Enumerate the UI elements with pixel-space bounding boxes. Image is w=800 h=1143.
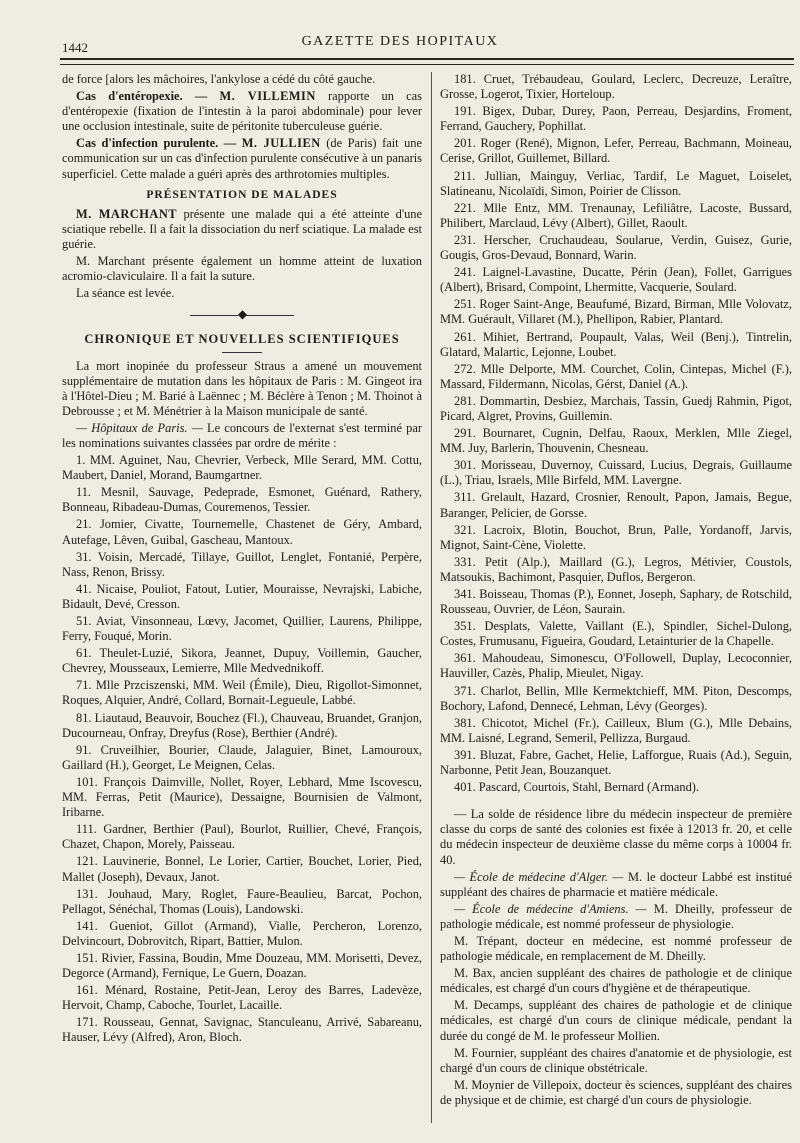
paragraph	[440, 870, 792, 900]
list-item: 151. Rivier, Fassina, Boudin, Mme Douzeau, MM. Morisetti, Devez, Degorce (Armand), Fernique, Le Guern, Doazan.	[62, 950, 422, 981]
list-item: 91. Cruveilhier, Bourier, Claude, Jalaguier, Binet, Lamouroux, Gaillard (H.), Georget, Le Meignen, Celas.	[62, 742, 422, 772]
list-item: 181. Cruet, Trébaudeau, Goulard, Leclerc, Decreuze, Leraître, Grosse, Logerot, Tixier, Horteloup.	[440, 72, 792, 102]
paragraph	[62, 207, 422, 252]
list-item: 341. Boisseau, Thomas (P.), Eonnet, Joseph, Saphary, de Rotschild, Rousseau, Ouvrier, de Léon, Saurain.	[440, 587, 792, 617]
list-item: 301. Morisseau, Duvernoy, Cuissard, Lucius, Degrais, Guillaume (L.), Triau, Israels, Mlle Birfeld, MM. Lavergne.	[440, 458, 792, 488]
list-item: 381. Chicotot, Michel (Fr.), Cailleux, Blum (G.), Mlle Debains, MM. Laisné, Legrand, Semeril, Pellizza, Burgaud.	[440, 715, 792, 745]
speaker-name: M. JULLIEN	[241, 136, 321, 151]
paragraph	[62, 421, 422, 451]
list-item: 61. Theulet-Luzié, Sikora, Jeannet, Dupuy, Voillemin, Gaucher, Chevrey, Mousseaux, Lemierre, Mlle Medvednikoff.	[62, 646, 422, 676]
paragraph	[62, 89, 422, 134]
list-item: 51. Aviat, Vinsonneau, Lœvy, Jacomet, Quillier, Laurens, Philippe, Ferry, Fouqué, Morin.	[62, 614, 422, 644]
section-heading: CHRONIQUE ET NOUVELLES SCIENTIFIQUES	[84, 332, 400, 347]
spacer	[440, 797, 792, 807]
paragraph: M. Marchant présente également un homme atteint de luxation acromio-claviculaire. Il a fait la suture.	[62, 254, 422, 284]
speaker-name: M. MARCHANT	[76, 206, 178, 221]
list-item: 21. Jomier, Civatte, Tournemelle, Chastenet de Géry, Ambard, Autefage, Lêven, Guibal, Gascheau, Mantoux.	[62, 517, 422, 547]
right-column	[440, 72, 792, 1123]
left-column	[62, 72, 422, 1123]
list-item: 131. Jouhaud, Mary, Roglet, Faure-Beaulieu, Barcat, Pochon, Pellagot, Sénéchal, Thomas (Louis), Landowski.	[62, 886, 422, 916]
paragraph: M. Decamps, suppléant des chaires de pathologie et de clinique médicales, est chargé d'un cours de clinique médicale, pendant la durée du congé de M. le professeur Mollien.	[440, 998, 792, 1043]
ornament-divider: ◆	[62, 307, 422, 322]
list-item: 71. Mlle Przciszenski, MM. Weil (Émile), Dieu, Rigollot-Simonnet, Roques, Alquier, André, Collard, Bornait-Legueule, Labbé.	[62, 678, 422, 708]
list-item: 331. Petit (Alp.), Maillard (G.), Legros, Métivier, Coustols, Matsoukis, Bachimont, Pasquier, Duflos, Bergeron.	[440, 554, 792, 584]
speaker-name: M. VILLEMIN	[219, 89, 316, 104]
list-item: 111. Gardner, Berthier (Paul), Bourlot, Ruillier, Chevé, François, Chazet, Chapon, Morely, Paisseau.	[62, 822, 422, 852]
page-header-title: GAZETTE DES HOPITAUX	[301, 34, 499, 49]
paragraph-lead: — Hôpitaux de Paris. —	[76, 420, 203, 435]
list-item: 141. Gueniot, Gillot (Armand), Vialle, Percheron, Lorenzo, Delvincourt, Dobrovitch, Ripart, Battier, Mulon.	[62, 918, 422, 948]
list-item: 272. Mlle Delporte, MM. Courchet, Colin, Cintepas, Michel (F.), Massard, Fildermann, Nicolas, Gérst, Daniel (A.).	[440, 361, 792, 391]
list-item: 391. Bluzat, Fabre, Gachet, Helie, Lafforgue, Ruais (Ad.), Seguin, Narbonne, Petit Jean, Bouzanquet.	[440, 747, 792, 778]
paragraph: M. Fournier, suppléant des chaires d'anatomie et de physiologie, est chargé d'un cours de clinique obstétricale.	[440, 1045, 792, 1075]
paragraph-lead: — École de médecine d'Alger. —	[454, 869, 624, 884]
paragraph	[62, 136, 422, 181]
paragraph-text: rapporte un cas d'entéropexie (fixation de l'intestin à la paroi abdominale) pour lever une occlusion intestinale, suite de péritonite tuberculeuse guérie.	[62, 89, 422, 134]
paragraph: M. Bax, ancien suppléant des chaires de pathologie et de clinique médicales, est chargé d'un cours d'hygiène et de thérapeutique.	[440, 966, 792, 996]
paragraph: de force [alors les mâchoires, l'ankylose a cédé du côté gauche.	[62, 72, 376, 86]
list-item: 211. Jullian, Mainguy, Verliac, Tardif, Le Maguet, Loiselet, Slatineanu, Nicolaïdi, Simon, Poirier de Clisson.	[440, 168, 792, 198]
list-item: 261. Mihiet, Bertrand, Poupault, Valas, Weil (Benj.), Tintrelin, Glatard, Malartic, Lejonne, Loubet.	[440, 329, 792, 359]
paragraph-lead: — École de médecine d'Amiens. —	[454, 901, 647, 916]
list-item: 81. Liautaud, Beauvoir, Bouchez (Fl.), Chauveau, Bruandet, Granjon, Ducourneau, Onfray, Dreyfus (Rose), Berthier (André).	[62, 710, 422, 740]
list-item: 291. Bournaret, Cugnin, Delfau, Raoux, Merklen, Mlle Ziegel, MM. Juy, Barlerin, Thouvenin, Chesneau.	[440, 426, 792, 456]
list-item: 1. MM. Aguinet, Nau, Chevrier, Verbeck, Mlle Serard, MM. Cottu, Maubert, Daniel, Morand, Baumgartner.	[62, 453, 422, 483]
paragraph: M. Moynier de Villepoix, docteur ès sciences, suppléant des chaires de physique et de chimie, est chargé d'un cours de physiologie.	[440, 1077, 792, 1107]
list-item: 321. Lacroix, Blotin, Bouchot, Brun, Palle, Yordanoff, Jarvis, Mignot, Saint-Cène, Violette.	[440, 522, 792, 552]
list-item: 361. Mahoudeau, Simonescu, O'Followell, Duplay, Lecoconnier, Hauviller, Cazès, Phalip, Mieulet, Nigay.	[440, 651, 792, 681]
header-rule	[60, 58, 794, 60]
short-rule	[222, 352, 262, 353]
paragraph: La séance est levée.	[76, 286, 175, 301]
paragraph: M. Trépant, docteur en médecine, est nommé professeur de pathologie médicale, en remplacement de M. Dheilly.	[440, 933, 792, 964]
header-rule-thin	[60, 64, 794, 65]
list-item: 101. François Daimville, Nollet, Royer, Lebhard, Mme Iscovescu, MM. Ferras, Petit (Maurice), Dessaigne, Bournisien de Valmont, Iribarne.	[62, 774, 422, 820]
list-item: 191. Bigex, Dubar, Durey, Paon, Perreau, Desjardins, Froment, Ferrand, Gauchery, Pophillat.	[440, 104, 792, 134]
section-heading: PRÉSENTATION DE MALADES	[146, 188, 338, 201]
paragraph-text: (de Paris) fait une communication sur un cas d'infection purulente consécutive à un panaris superficiel. Cette malade a guéri après des arthrotomies multiples.	[62, 136, 422, 181]
paragraph-text: Le concours de l'externat s'est terminé par les nominations suivantes classées par ordre de mérite :	[62, 420, 422, 450]
paragraph-text: M. Dheilly, professeur de pathologie médicale, est nommé professeur de physiologie.	[440, 901, 792, 931]
list-item: 121. Lauvinerie, Bonnel, Le Lorier, Cartier, Bouchet, Lorier, Pied, Mallet (Joseph), Devaux, Janot.	[62, 854, 422, 884]
list-item: 41. Nicaise, Pouliot, Fatout, Lutier, Mouraisse, Nevrajski, Labiche, Bidault, Devé, Cresson.	[62, 581, 422, 611]
paragraph: — La solde de résidence libre du médecin inspecteur de première classe du corps de santé des colonies est fixée à 12013 fr. 20, et celle du médecin inspecteur de deuxième classe du même corps à 10004 fr. 40.	[440, 807, 792, 867]
paragraph	[440, 902, 792, 932]
list-item: 31. Voisin, Mercadé, Tillaye, Guillot, Lenglet, Fontanié, Perpère, Nass, Renon, Brissy.	[62, 549, 422, 579]
list-item: 401. Pascard, Courtois, Stahl, Bernard (Armand).	[454, 780, 700, 795]
list-item: 161. Ménard, Rostaine, Petit-Jean, Leroy des Barres, Ladevèze, Hervoit, Champ, Caboche, Tourlet, Lacaille.	[62, 983, 422, 1013]
list-item: 281. Dommartin, Desbiez, Marchais, Tassin, Guedj Rahmin, Pigot, Picard, Algret, Provins, Guillemin.	[440, 393, 792, 423]
list-item: 231. Herscher, Cruchaudeau, Soularue, Verdin, Guisez, Gurie, Gougis, Gros-Devaud, Bonnard, Warin.	[440, 232, 792, 263]
paragraph-lead: Cas d'entéropexie. —	[76, 89, 208, 104]
list-item: 11. Mesnil, Sauvage, Pedeprade, Esmonet, Guénard, Rathery, Bonneau, Ribadeau-Dumas, Couremenos, Tessier.	[62, 485, 422, 515]
list-item: 201. Roger (René), Mignon, Lefer, Perreau, Bachmann, Moineau, Cerise, Grillot, Guillemet, Billard.	[440, 136, 792, 166]
paragraph-lead: Cas d'infection purulente. —	[76, 136, 237, 151]
list-item: 221. Mlle Entz, MM. Trenaunay, Lefiliâtre, Lacoste, Bussard, Philibert, Marclaud, Lévy (Albert), Gillet, Raoult.	[440, 200, 792, 230]
paragraph-text: M. le docteur Labbé est institué suppléant des chaires de pharmacie et matière médicale.	[440, 869, 792, 899]
paragraph-text: présente une malade qui a été atteinte d'une sciatique rebelle. Il a fait la dissociation du nerf sciatique. La malade est guérie.	[62, 206, 422, 251]
list-item: 171. Rousseau, Gennat, Savignac, Stanculeanu, Arrivé, Sabareanu, Hauser, Lévy (Alfred), Aron, Bloch.	[62, 1015, 422, 1045]
list-item: 241. Laignel-Lavastine, Ducatte, Périn (Jean), Follet, Garrigues (Albert), Brisard, Compoint, Lhermitte, Vacquerie, Soulard.	[440, 265, 792, 295]
page-number: 1442	[62, 40, 88, 55]
paragraph: La mort inopinée du professeur Straus a amené un mouvement supplémentaire de mutation dans les hôpitaux de Paris : M. Gingeot ira à l'Hôtel-Dieu ; M. Barié à Laënnec ; M. Béclère à Tenon ; M. Thoinot à Debrousse ; et M. Ménétrier à la Maison municipale de santé.	[62, 358, 422, 418]
list-item: 351. Desplats, Valette, Vaillant (E.), Spindler, Sichel-Dulong, Costes, Frumusanu, Figueira, Goudard, Letainturier de la Chapelle.	[440, 619, 792, 649]
list-item: 311. Grelault, Hazard, Crosnier, Renoult, Papon, Jamais, Begue, Baranger, Pelicier, de Gorsse.	[440, 490, 792, 520]
list-item: 251. Roger Saint-Ange, Beaufumé, Bizard, Birman, Mlle Volovatz, MM. Guérault, Villaret (M.), Phellipon, Rabier, Plantard.	[440, 297, 792, 327]
list-item: 371. Charlot, Bellin, Mlle Kermektchieff, MM. Piton, Descomps, Bochory, Lafond, Dennecé, Lehman, Lévy (Georges).	[440, 683, 792, 713]
column-divider	[431, 72, 432, 1123]
